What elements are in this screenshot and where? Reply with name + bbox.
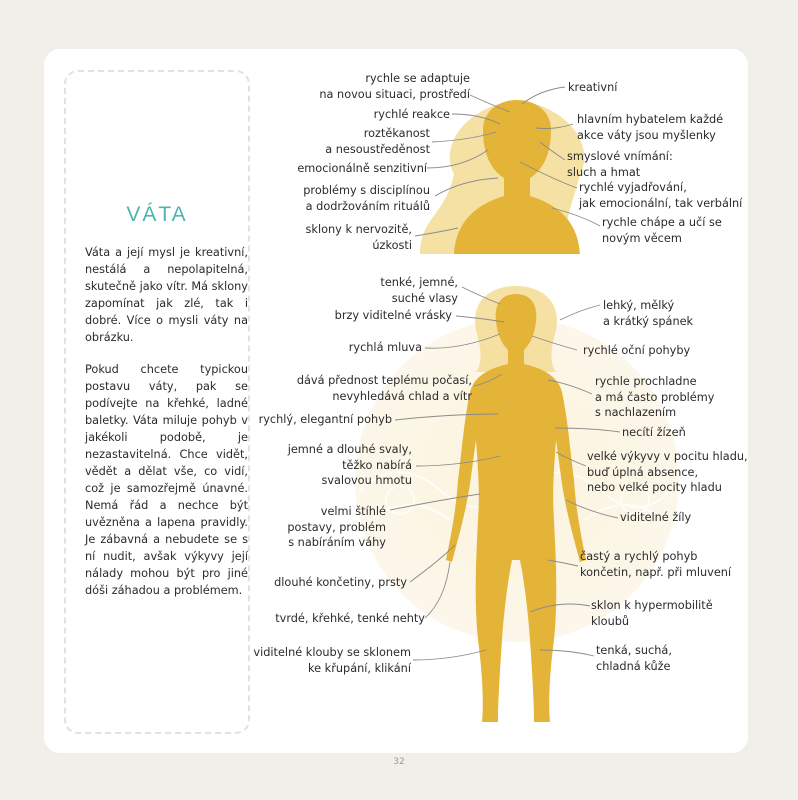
label-driver: hlavním hybatelem každé akce váty jsou myšlenky xyxy=(577,113,724,142)
label-veins: viditelné žíly xyxy=(620,511,692,524)
label-gait: rychlý, elegantní pohyb xyxy=(258,413,392,426)
label-muscles: jemné a dlouhé svaly, těžko nabírá svalovou hmotu xyxy=(287,443,412,487)
label-learns: rychle chápe a učí se novým věcem xyxy=(602,216,722,245)
label-creative: kreativní xyxy=(568,81,618,94)
label-nervous: sklony k nervozitě, úzkosti xyxy=(305,223,412,252)
label-joints: sklon k hypermobilitě kloubů xyxy=(591,599,713,628)
label-eyes: rychlé oční pohyby xyxy=(583,344,691,357)
label-limbs: dlouhé končetiny, prsty xyxy=(274,576,407,589)
label-limb-movement: častý a rychlý pohyb končetin, např. při mluvení xyxy=(580,550,732,579)
label-joint-cracking: viditelné klouby se sklonem ke křupání, klikání xyxy=(253,646,411,675)
label-adapts: rychle se adaptuje na novou situaci, prostředí xyxy=(319,72,470,101)
label-colds: rychle prochladne a má často problémy s nachlazením xyxy=(595,375,715,419)
label-emotional: emocionálně senzitivní xyxy=(297,162,427,175)
label-scattered: roztěkanost a nesoustředěnost xyxy=(325,127,430,156)
label-speech-fast: rychlé vyjadřování, jak emocionální, tak verbální xyxy=(579,181,743,210)
label-nails: tvrdé, křehké, tenké nehty xyxy=(275,612,425,625)
label-discipline: problémy s disciplínou a dodržováním rituálů xyxy=(303,184,430,213)
label-quick-reaction: rychlé reakce xyxy=(373,108,450,121)
label-slim: velmi štíhlé postavy, problém s nabíráním váhy xyxy=(287,505,386,549)
label-senses: smyslové vnímání: sluch a hmat xyxy=(567,150,673,179)
label-hair: tenké, jemné, suché vlasy xyxy=(380,276,458,305)
page-number: 32 xyxy=(393,757,405,767)
label-wrinkles: brzy viditelné vrásky xyxy=(334,309,452,322)
label-skin: tenká, suchá, chladná kůže xyxy=(596,644,672,673)
label-hunger: velké výkyvy v pocitu hladu, buď úplná absence, nebo velké pocity hladu xyxy=(587,450,748,494)
label-warm-weather: dává přednost teplému počasí, nevyhledává chlad a vítr xyxy=(296,374,472,403)
body-paragraph: Pokud chcete typickou postavu váty, pak se podívejte na křehké, ladné baletky. Váta miluje pohyb v jakékoli podobě, je nezastavitelná. Chce vidět, vědět a dělat vše, co vidí, což je samozřejmě únavné. Nemá řád a nechce být uvězněna a lapena pravidly. Je zábavná a nebudete se s ní nudit, avšak výkyvy její nálady mohou být pro jiné dóši záhadou a problémem. xyxy=(85,363,248,597)
section-title: VÁTA xyxy=(126,203,188,226)
label-thirst: necítí žízeň xyxy=(622,426,686,439)
intro-paragraph: Váta a její mysl je kreativní, nestálá a nepolapitelná, skutečně jako vítr. Má sklony zapomínat jak zlé, tak i dobré. Více o mysli váty na obrázku. xyxy=(85,246,248,344)
label-sleep: lehký, mělký a krátký spánek xyxy=(603,299,694,328)
label-fast-speech: rychlá mluva xyxy=(348,341,422,354)
